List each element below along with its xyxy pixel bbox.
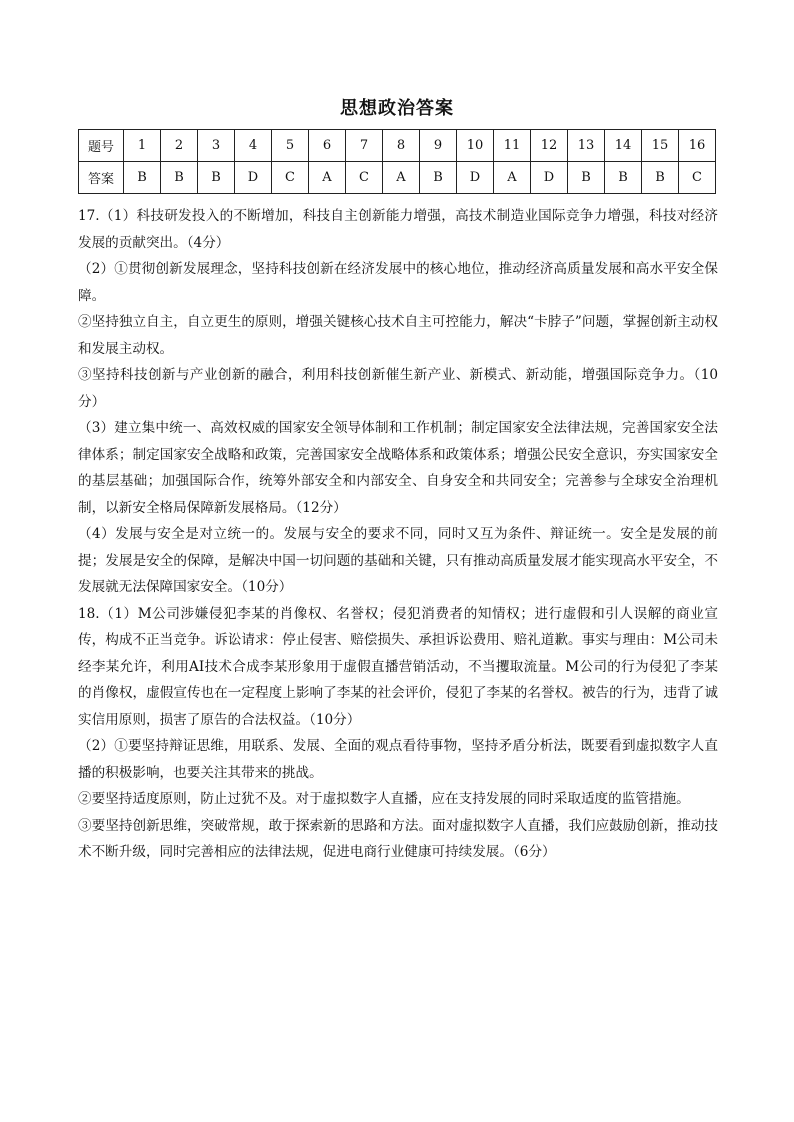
paragraph-q18-part2-point3: ③要坚持创新思维，突破常规，敢于探索新的思路和方法。面对虚拟数字人直播，我们应鼓励创新，推动技术不断升级，同时完善相应的法律法规，促进电商行业健康可持续发展。（6分）	[78, 817, 718, 860]
answer-cell: A	[494, 162, 531, 194]
answer-cell: A	[383, 162, 420, 194]
answer-cell: B	[642, 162, 679, 194]
answer-cell: B	[568, 162, 605, 194]
paragraph-q18-part2-point2: ②要坚持适度原则，防止过犹不及。对于虚拟数字人直播，应在支持发展的同时采取适度的监管措施。	[78, 791, 690, 807]
paragraph-q17-part3: （3）建立集中统一、高效权威的国家安全领导体制和工作机制；制定国家安全法律法规，完善国家安全法律体系；制定国家安全战略和政策，完善国家安全战略体系和政策体系；增强公民安全意识，夯实国家安全的基层基础；加强国际合作，统筹外部安全和内部安全、自身安全和共同安全；完善参与全球安全治理机制，以新安全格局保障新发展格局。（12分）	[78, 420, 718, 516]
question-number: 11	[494, 130, 531, 162]
paragraph-q17-part1: 17.（1）科技研发投入的不断增加，科技自主创新能力增强，高技术制造业国际竞争力增强，科技对经济发展的贡献突出。（4分）	[78, 208, 718, 251]
question-number: 6	[309, 130, 346, 162]
question-number: 15	[642, 130, 679, 162]
answer-row	[79, 162, 716, 194]
question-number: 4	[235, 130, 272, 162]
paragraph-q18-part2-point1: （2）①要坚持辩证思维，用联系、发展、全面的观点看待事物，坚持矛盾分析法，既要看到虚拟数字人直播的积极影响，也要关注其带来的挑战。	[78, 738, 718, 781]
question-number: 12	[531, 130, 568, 162]
paragraph-q17-part2-point3: ③坚持科技创新与产业创新的融合，利用科技创新催生新产业、新模式、新动能，增强国际竞争力。（10分）	[78, 367, 718, 410]
paragraph-q17-part2-point1: （2）①贯彻创新发展理念，坚持科技创新在经济发展中的核心地位，推动经济高质量发展和高水平安全保障。	[78, 261, 718, 304]
answer-cell: D	[531, 162, 568, 194]
answer-cell: B	[420, 162, 457, 194]
answer-cell: D	[457, 162, 494, 194]
answer-cell: C	[272, 162, 309, 194]
page-title: 思想政治答案	[340, 98, 454, 119]
paragraph-q17-part4: （4）发展与安全是对立统一的。发展与安全的要求不同，同时又互为条件、辩证统一。安全是发展的前提；发展是安全的保障，是解决中国一切问题的基础和关键，只有推动高质量发展才能实现高水平安全，不发展就无法保障国家安全。（10分）	[78, 526, 718, 595]
question-number: 3	[198, 130, 235, 162]
answer-explanations	[78, 203, 718, 866]
answer-cell: B	[605, 162, 642, 194]
question-number: 16	[679, 130, 716, 162]
paragraph-q17-part2-point2: ②坚持独立自主，自立更生的原则，增强关键核心技术自主可控能力，解决“卡脖子”问题，掌握创新主动权和发展主动权。	[78, 314, 718, 357]
question-number: 14	[605, 130, 642, 162]
question-number: 2	[161, 130, 198, 162]
answer-row-label: 答案	[79, 162, 124, 194]
number-row-label: 题号	[79, 130, 124, 162]
paragraph-q18-part1: 18.（1）M公司涉嫌侵犯李某的肖像权、名誉权；侵犯消费者的知情权；进行虚假和引人误解的商业宣传，构成不正当竞争。诉讼请求：停止侵害、赔偿损失、承担诉讼费用、赔礼道歉。事实与理由：M公司未经李某允许，利用AI技术合成李某形象用于虚假直播营销活动，不当攫取流量。M公司的行为侵犯了李某的肖像权，虚假宣传也在一定程度上影响了李某的社会评价，侵犯了李某的名誉权。被告的行为，违背了诚实信用原则，损害了原告的合法权益。（10分）	[78, 605, 718, 728]
answer-cell: B	[198, 162, 235, 194]
answer-cell: A	[309, 162, 346, 194]
answer-cell: C	[346, 162, 383, 194]
answer-cell: B	[124, 162, 161, 194]
question-number: 10	[457, 130, 494, 162]
answer-cell: B	[161, 162, 198, 194]
question-number: 8	[383, 130, 420, 162]
question-number: 9	[420, 130, 457, 162]
answer-table	[78, 129, 716, 194]
question-number: 5	[272, 130, 309, 162]
number-row	[79, 130, 716, 162]
question-number: 13	[568, 130, 605, 162]
question-number: 1	[124, 130, 161, 162]
question-number: 7	[346, 130, 383, 162]
answer-cell: D	[235, 162, 272, 194]
answer-cell: C	[679, 162, 716, 194]
